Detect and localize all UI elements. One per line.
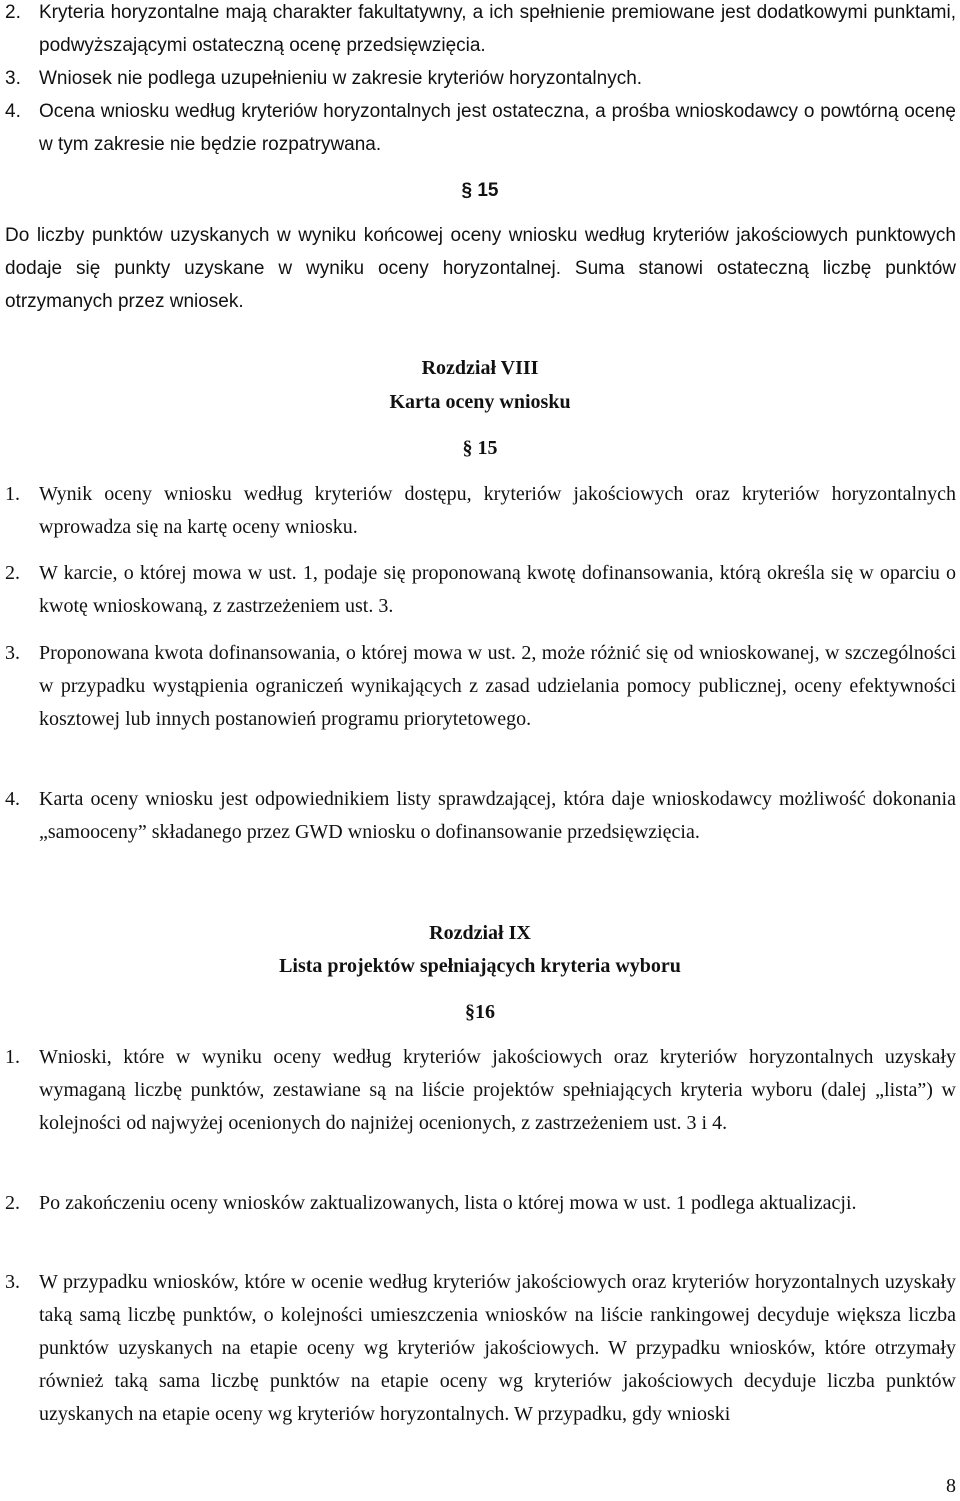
item-number: 1.	[5, 483, 20, 505]
item-text: W karcie, o której mowa w ust. 1, podaje się proponowaną kwotę dofinansowania, którą określa się w oparciu o kwotę wnioskowaną, z zastrzeżeniem ust. 3.	[39, 562, 956, 617]
item-text: Wnioski, które w wyniku oceny według kryteriów jakościowych oraz kryteriów horyzontalnych uzyskały wymaganą liczbę punktów, zestawiane są na liście projektów spełniających kryteria wyboru (dalej „lista”) w kolejności od najwyżej ocenionych do najniżej ocenionych, z zastrzeżeniem ust. 3 i 4.	[39, 1046, 956, 1134]
item-number: 3.	[5, 68, 21, 89]
item-text: Wynik oceny wniosku według kryteriów dostępu, kryteriów jakościowych oraz kryteriów horyzontalnych wprowadza się na kartę oceny wniosku.	[39, 483, 956, 538]
item-number: 1.	[5, 1046, 20, 1068]
item-text: Po zakończeniu oceny wniosków zaktualizowanych, lista o której mowa w ust. 1 podlega aktualizacji.	[39, 1192, 857, 1214]
section-heading: § 15	[461, 180, 499, 201]
chapter-title: Rozdział VIII	[421, 357, 539, 379]
chapter-subtitle: Lista projektów spełniających kryteria wyboru	[279, 955, 681, 977]
page-number: 8	[946, 1475, 956, 1497]
item-text: Kryteria horyzontalne mają charakter fakultatywny, a ich spełnienie premiowane jest dodatkowymi punktami, podwyższającymi ostateczną ocenę przedsięwzięcia.	[39, 2, 956, 56]
item-text: W przypadku wniosków, które w ocenie według kryteriów jakościowych oraz kryteriów horyzontalnych uzyskały taką samą liczbę punktów, o kolejności umieszczenia wniosków na liście rankingowej decyduje większa liczba punktów uzyskanych na etapie oceny wg kryteriów jakościowych. W przypadku wniosków, które otrzymały również taką sama liczbę punktów na etapie oceny wg kryteriów jakościowych decyduje liczba punktów uzyskanych na etapie oceny wg kryteriów horyzontalnych. W przypadku, gdy wnioski	[39, 1271, 956, 1425]
item-text: Proponowana kwota dofinansowania, o której mowa w ust. 2, może różnić się od wnioskowanej, w szczególności w przypadku wystąpienia ograniczeń wynikających z zasad udzielania pomocy publicznej, oceny efektywności kosztowej lub innych postanowień programu priorytetowego.	[39, 642, 956, 730]
section-heading: §16	[465, 1001, 495, 1023]
chapter-title: Rozdział IX	[429, 922, 531, 944]
item-text: Wniosek nie podlega uzupełnieniu w zakresie kryteriów horyzontalnych.	[39, 68, 643, 89]
section-heading: § 15	[462, 437, 498, 459]
item-number: 3.	[5, 642, 20, 664]
item-text: Karta oceny wniosku jest odpowiednikiem listy sprawdzającej, która daje wnioskodawcy możliwość dokonania „samooceny” składanego przez GWD wniosku o dofinansowanie przedsięwzięcia.	[39, 788, 956, 843]
item-text: Ocena wniosku według kryteriów horyzontalnych jest ostateczna, a prośba wnioskodawcy o powtórną ocenę w tym zakresie nie będzie rozpatrywana.	[39, 101, 956, 155]
item-number: 4.	[5, 788, 20, 810]
item-number: 2.	[5, 1192, 20, 1214]
item-number: 2.	[5, 562, 20, 584]
item-number: 4.	[5, 101, 21, 122]
item-number: 2.	[5, 2, 21, 23]
paragraph: Do liczby punktów uzyskanych w wyniku końcowej oceny wniosku według kryteriów jakościowych punktowych dodaje się punkty uzyskane w wyniku oceny horyzontalnej. Suma stanowi ostateczną liczbę punktów otrzymanych przez wniosek.	[5, 225, 956, 312]
item-number: 3.	[5, 1271, 20, 1293]
chapter-subtitle: Karta oceny wniosku	[389, 391, 571, 413]
